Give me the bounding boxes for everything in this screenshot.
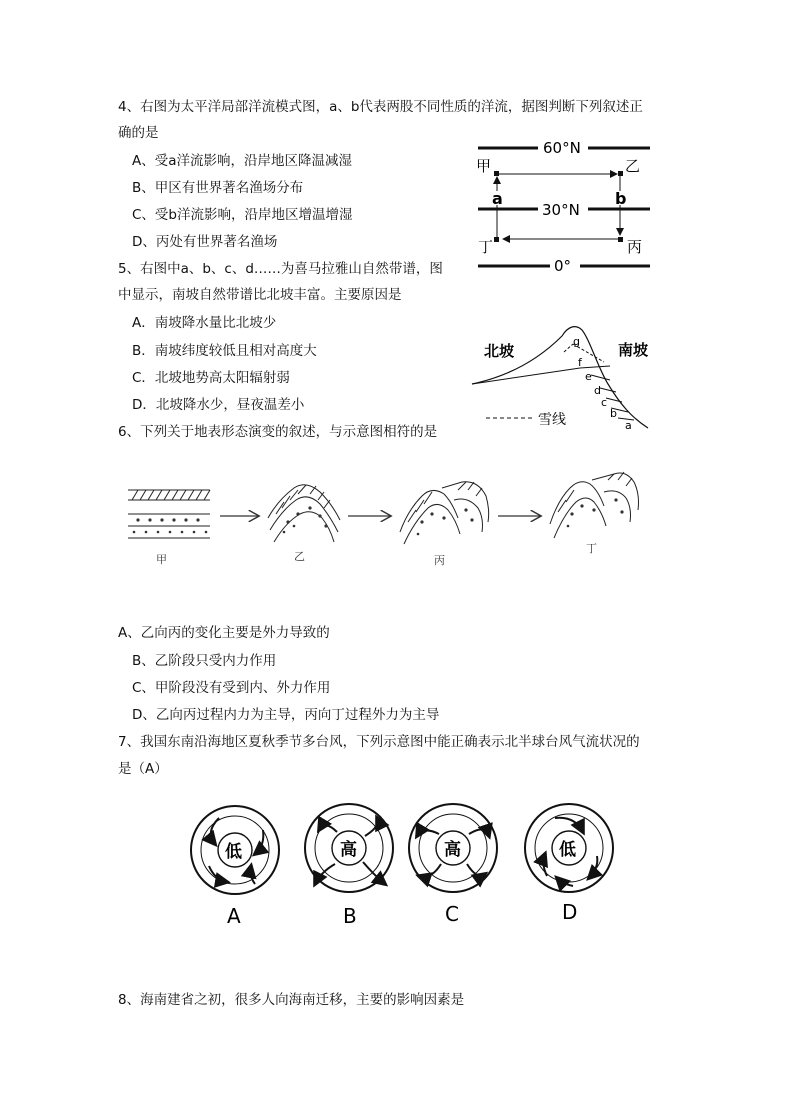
q6-stage-bing-diagram — [400, 482, 489, 544]
q7-diagram-b-letter: B — [343, 904, 357, 928]
q5-option-d: D．北坡降水少，昼夜温差小 — [132, 397, 305, 413]
q7-stem-line1: 7、我国东南沿海地区夏秋季节多台风，下列示意图中能正确表示北半球台风气流状况的 — [118, 734, 640, 750]
q5-north-slope-label: 北坡 — [484, 342, 515, 360]
q6-stage-bing-label: 丙 — [434, 554, 445, 567]
q6-stage-ding-label: 丁 — [586, 542, 597, 555]
q8-stem: 8、海南建省之初，很多人向海南迁移，主要的影响因素是 — [118, 992, 465, 1008]
q5-zone-b: b — [610, 407, 617, 420]
q7-diagram-c-center: 高 — [444, 840, 461, 860]
q4-label-b: b — [615, 189, 627, 208]
q5-zone-g: g — [573, 335, 580, 348]
q4-label-a: a — [492, 189, 503, 208]
q4-option-a: A、受a洋流影响，沿岸地区降温减湿 — [132, 153, 353, 169]
q4-lat-30: 30°N — [542, 201, 580, 219]
q4-label-yi: 乙 — [625, 157, 641, 175]
q4-ocean-current-figure — [470, 138, 660, 278]
q5-zone-a: a — [625, 419, 632, 432]
q7-diagram-d-center: 低 — [559, 840, 576, 860]
q6-stage-ding-diagram — [550, 472, 639, 538]
q5-himalaya-zonation-figure — [470, 318, 660, 438]
q4-option-c: C、受b洋流影响，沿岸地区增温增湿 — [132, 207, 353, 223]
q6-stage-jia-label: 甲 — [156, 553, 167, 566]
q6-stem: 6、下列关于地表形态演变的叙述，与示意图相符的是 — [118, 424, 438, 440]
q5-zone-e: e — [585, 370, 592, 383]
q6-option-b: B、乙阶段只受内力作用 — [132, 653, 277, 669]
q5-option-c: C．北坡地势高太阳辐射弱 — [132, 370, 290, 386]
q6-stage-yi-label: 乙 — [294, 550, 305, 563]
q7-diagram-a-center: 低 — [225, 842, 242, 862]
q6-option-a: A、乙向丙的变化主要是外力导致的 — [118, 625, 330, 641]
q6-option-c: C、甲阶段没有受到内、外力作用 — [132, 680, 331, 696]
q5-option-b: B．南坡纬度较低且相对高度大 — [132, 343, 317, 359]
q5-snowline-legend: 雪线 — [538, 412, 566, 428]
q4-lat-60: 60°N — [543, 139, 581, 157]
q4-label-ding: 丁 — [478, 238, 494, 256]
q6-stage-yi-diagram — [268, 485, 340, 542]
q7-typhoon-diagrams — [185, 796, 625, 932]
q5-stem-line1: 5、右图中a、b、c、d……为喜马拉雅山自然带谱，图 — [118, 261, 443, 277]
q4-lat-0: 0° — [554, 257, 572, 275]
q4-option-b: B、甲区有世界著名渔场分布 — [132, 180, 304, 196]
q5-zone-f: f — [578, 356, 582, 369]
q5-stem-line2: 中显示，南坡自然带谱比北坡丰富。主要原因是 — [118, 287, 402, 303]
q7-diagram-a — [191, 806, 279, 928]
q6-landform-evolution-figure — [118, 460, 658, 575]
q7-stem-line2: 是（A） — [118, 761, 168, 777]
q7-diagram-d — [525, 804, 613, 924]
q7-diagram-d-letter: D — [562, 900, 578, 924]
q6-option-d: D、乙向丙过程内力为主导，丙向丁过程外力为主导 — [132, 707, 440, 723]
q4-label-bing: 丙 — [627, 238, 643, 256]
q4-stem-line1: 4、右图为太平洋局部洋流模式图，a、b代表两股不同性质的洋流，据图判断下列叙述正 — [118, 99, 643, 115]
q7-diagram-a-letter: A — [227, 904, 241, 928]
q7-diagram-b-center: 高 — [340, 840, 357, 860]
q5-option-a: A．南坡降水量比北坡少 — [132, 315, 277, 331]
q4-stem-line2: 确的是 — [118, 125, 159, 141]
q7-diagram-b — [305, 804, 393, 928]
q5-south-slope-label: 南坡 — [618, 341, 649, 359]
q4-label-jia: 甲 — [476, 157, 492, 175]
q5-zone-c: c — [601, 396, 608, 409]
q7-diagram-c — [409, 804, 497, 926]
q7-diagram-c-letter: C — [445, 902, 459, 926]
q4-option-d: D、丙处有世界著名渔场 — [132, 234, 278, 250]
q6-stage-jia-diagram — [128, 490, 210, 538]
q5-zone-d: d — [594, 384, 601, 397]
